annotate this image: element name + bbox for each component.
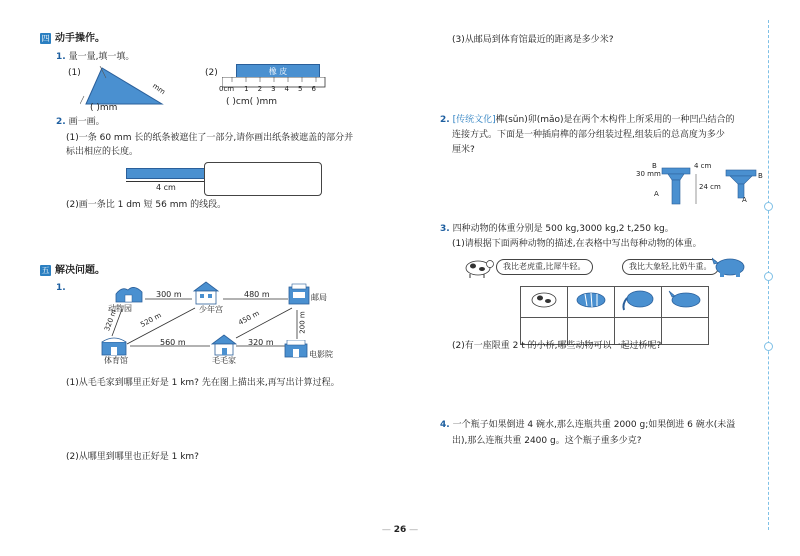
r-q2-number: 2. bbox=[440, 115, 450, 125]
speech-bubble-1: 我比老虎重,比犀牛轻。 bbox=[496, 259, 593, 275]
s5-sub1: (1)从毛毛家到哪里正好是 1 km? 先在图上描出来,再写出计算过程。 bbox=[66, 378, 340, 388]
r-q3-text: 四种动物的体重分别是 500 kg,3000 kg,2 t,250 kg。 bbox=[452, 224, 674, 234]
ruler-tick-4: 4 bbox=[284, 85, 289, 93]
paper-strip bbox=[126, 168, 208, 179]
zoo-icon bbox=[114, 284, 144, 304]
youth-palace-icon bbox=[191, 281, 221, 305]
page-number-footer: — 26 — bbox=[381, 525, 419, 535]
r-q2-tag: [传统文化] bbox=[452, 115, 496, 125]
fig-30mm: 30 mm bbox=[636, 170, 661, 178]
fig-4cm: 4 cm bbox=[694, 162, 712, 170]
ruler-tick-3: 3 bbox=[271, 85, 276, 93]
r-q2-line3: 厘米? bbox=[452, 145, 475, 155]
tiger-icon bbox=[569, 288, 613, 312]
dist-maomao-cinema: 320 m bbox=[248, 338, 274, 347]
q1-sub1-answer: ( )mm bbox=[90, 103, 118, 113]
r-q2-text1: 榫(sǔn)卯(mǎo)是在两个木构件上所采用的一种凹凸结合的 bbox=[495, 115, 735, 125]
place-maomao-home: 毛毛家 bbox=[212, 356, 236, 365]
q1-sub1-side-unit: mm bbox=[150, 81, 167, 97]
post-office-icon bbox=[288, 283, 310, 305]
dist-youth-post: 480 m bbox=[244, 290, 270, 299]
cover-box bbox=[204, 162, 322, 196]
r-q3-line bbox=[440, 222, 674, 236]
q2-heading bbox=[56, 115, 105, 129]
place-cinema: 电影院 bbox=[309, 350, 333, 359]
animal-table bbox=[520, 286, 709, 345]
r-q3-number: 3. bbox=[440, 224, 450, 234]
binding-hole bbox=[764, 202, 773, 211]
r-q4-number: 4. bbox=[440, 420, 450, 430]
fig-A-right: A bbox=[742, 196, 747, 204]
section-5-title: 解决问题。 bbox=[55, 265, 105, 276]
dist-gym-youth: 520 m bbox=[139, 311, 163, 329]
r-q2-line1 bbox=[440, 113, 735, 127]
ruler-tick-0: 0cm bbox=[219, 85, 235, 93]
ruler-tick-labels bbox=[219, 85, 316, 93]
q1-number: 1. bbox=[56, 52, 66, 62]
ruler-tick-2: 2 bbox=[257, 85, 263, 93]
r-q3-sub1: (1)请根据下面两种动物的描述,在表格中写出每种动物的体重。 bbox=[452, 239, 702, 249]
section-5-header bbox=[40, 264, 105, 278]
table-answer-cell[interactable] bbox=[662, 318, 709, 345]
fig-B-right: B bbox=[758, 172, 763, 180]
section-5-badge: 五 bbox=[41, 266, 50, 275]
q2-sub1-line1: (1)一条 60 mm 长的纸条被遮住了一部分,请你画出纸条被遮盖的部分并 bbox=[66, 133, 354, 143]
place-youth-palace: 少年宫 bbox=[199, 305, 223, 314]
q2-sub2: (2)画一条比 1 dm 短 56 mm 的线段。 bbox=[66, 200, 227, 210]
elephant-icon bbox=[616, 288, 660, 312]
table-cell-tiger bbox=[568, 287, 615, 318]
q-post-gym: (3)从邮局到体育馆最近的距离是多少米? bbox=[452, 35, 614, 45]
cinema-icon bbox=[284, 340, 308, 358]
speech-bubble-2: 我比大象轻,比奶牛重。 bbox=[622, 259, 719, 275]
dist-post-cinema: 200 m bbox=[298, 311, 307, 334]
section-4-header bbox=[40, 32, 105, 46]
dist-zoo-youth: 300 m bbox=[156, 290, 182, 299]
q2-number: 2. bbox=[56, 117, 66, 127]
ruler-tick-5: 5 bbox=[298, 85, 303, 93]
s5-q1-number bbox=[56, 281, 66, 295]
dist-zoo-gym: 320 m bbox=[103, 308, 119, 333]
page-number: 26 bbox=[393, 525, 407, 535]
section-4-title: 动手操作。 bbox=[55, 33, 105, 44]
fig-24cm: 24 cm bbox=[699, 183, 721, 191]
cow-icon bbox=[522, 288, 566, 312]
q1-sub2-answer: ( )cm( )mm bbox=[226, 97, 278, 107]
table-cell-cow bbox=[521, 287, 568, 318]
s5-sub2: (2)从哪里到哪里也正好是 1 km? bbox=[66, 452, 199, 462]
q2-sub1-line2: 标出相应的长度。 bbox=[66, 147, 139, 157]
r-q4-text1: 一个瓶子如果倒进 4 碗水,那么连瓶共重 2000 g;如果倒进 6 碗水(未溢 bbox=[452, 420, 736, 430]
r-q3-sub2: (2)有一座限重 2 t 的小桥,哪些动物可以一起过桥呢? bbox=[452, 341, 662, 351]
fig-B-left: B bbox=[652, 162, 657, 170]
binding-hole bbox=[764, 272, 773, 281]
table-cell-rhino bbox=[662, 287, 709, 318]
q1-sub2-label: (2) bbox=[205, 68, 218, 78]
fig-A-left: A bbox=[654, 190, 659, 198]
q1-sub1-label: (1) bbox=[68, 68, 81, 78]
cow-icon bbox=[464, 256, 494, 278]
q1-heading bbox=[56, 50, 134, 64]
strip-measure-label: 4 cm bbox=[156, 183, 176, 192]
rhino-icon bbox=[663, 288, 707, 312]
q1-text: 量一量,填一填。 bbox=[68, 52, 135, 62]
eraser-label: 橡 皮 bbox=[268, 67, 288, 76]
maomao-home-icon bbox=[211, 334, 237, 356]
s5-q1-num: 1. bbox=[56, 283, 66, 293]
section-4-badge: 四 bbox=[41, 34, 50, 43]
r-q2-line2: 连接方式。下面是一种插肩榫的部分组装过程,组装后的总高度为多少 bbox=[452, 130, 725, 140]
ruler-tick-6: 6 bbox=[311, 85, 316, 93]
dist-gym-maomao: 560 m bbox=[160, 338, 186, 347]
gym-icon bbox=[100, 336, 128, 356]
table-cell-elephant bbox=[615, 287, 662, 318]
place-gym: 体育馆 bbox=[104, 356, 128, 365]
ruler-tick-1: 1 bbox=[244, 85, 249, 93]
r-q4-line2: 出),那么连瓶共重 2400 g。这个瓶子重多少克? bbox=[452, 436, 642, 446]
place-zoo: 动物园 bbox=[108, 304, 132, 313]
q2-text: 画一画。 bbox=[68, 117, 105, 127]
rhino-icon bbox=[712, 254, 748, 278]
dist-maomao-post: 450 m bbox=[237, 309, 261, 327]
binding-hole bbox=[764, 342, 773, 351]
r-q4-line1 bbox=[440, 418, 735, 432]
place-post-office: 邮局 bbox=[311, 293, 327, 302]
